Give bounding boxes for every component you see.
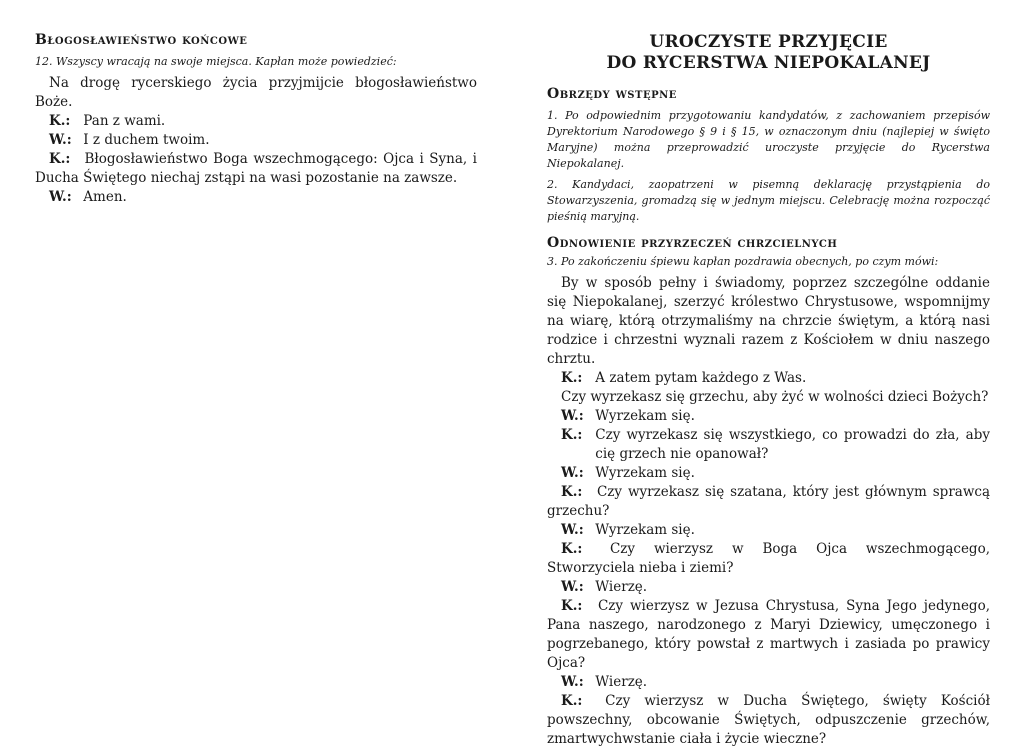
dialog-line [547, 407, 990, 426]
speaker: W.: [561, 579, 584, 595]
section-heading-final-blessing: Błogosławieństwo końcowe [35, 32, 248, 48]
dialog-text: Amen. [83, 189, 127, 205]
dialog-line [547, 597, 990, 673]
speaker: W.: [561, 408, 584, 424]
dialog-text: Czy wierzysz w Jezusa Chrystusa, Syna Jego jedynego, Pana naszego, narodzonego z Maryi Dziewicy, umęczonego i pogrzebanego, który powstał z martwych i zasiada po prawicy Ojca? [547, 598, 990, 671]
speaker: W.: [49, 132, 72, 148]
right-page [547, 0, 990, 747]
rubric-2: 2. Kandydaci, zaopatrzeni w pisemną deklarację przystąpienia do Stowarzyszenia, gromadzą się w jednym miejscu. Celebrację można rozpocząć pieśnią maryjną. [547, 178, 990, 223]
dialog-line [35, 131, 477, 150]
dialog-line [547, 388, 990, 407]
left-page [35, 0, 477, 725]
dialog-text: Wyrzekam się. [595, 522, 695, 538]
rubric-1: 1. Po odpowiednim przygotowaniu kandydatów, z zachowaniem przepisów Dyrektorium Narodowego § 9 i § 15, w oznaczonym dniu (najlepiej w święto Maryjne) można przeprowadzić uroczyste przyjęcie do Rycerstwa Niepokalanej. [547, 109, 990, 170]
dialog-line [547, 578, 990, 597]
section-heading-introductory-rites: Obrzędy wstępne [547, 86, 677, 102]
speaker: W.: [561, 674, 584, 690]
speaker: W.: [561, 522, 584, 538]
speaker: K.: [49, 113, 71, 129]
speaker: K.: [561, 598, 583, 614]
dialog-text: Błogosławieństwo Boga wszechmogącego: Ojca i Syna, i Ducha Świętego niechaj zstąpi na wasi pozostanie na zawsze. [35, 151, 477, 186]
dialog-line [35, 188, 477, 207]
baptismal-intro: By w sposób pełny i świadomy, poprzez szczególne oddanie się Niepokalanej, szerzyć królestwo Chrystusowe, wspomnijmy na wiarę, którą otrzymaliśmy na chrzcie świętym, a którą nasi rodzice i chrzestni wyznali razem z Kościołem w dniu naszego chrztu. [547, 275, 990, 367]
dialog-line [547, 369, 990, 388]
dialog-text: Czy wyrzekasz się szatana, który jest głównym sprawcą grzechu? [547, 484, 990, 519]
dialog-text: Wyrzekam się. [595, 408, 695, 424]
dialog-line [547, 521, 990, 540]
speaker: K.: [561, 370, 583, 386]
dialog-text: Wierzę. [595, 674, 648, 690]
speaker: K.: [49, 151, 71, 167]
dialog-line [547, 483, 990, 521]
dialog [35, 112, 477, 207]
section-heading-baptismal-promises: Odnowienie przyrzeczeń chrzcielnych [547, 235, 838, 251]
dialog-line [547, 540, 990, 578]
dialog-text: Czy wyrzekasz się wszystkiego, co prowadzi do zła, aby cię grzech nie opanował? [595, 427, 990, 462]
baptismal-dialog [547, 369, 990, 749]
dialog-line [547, 692, 990, 749]
dialog-line [35, 150, 477, 188]
rubric-3: 3. Po zakończeniu śpiewu kapłan pozdrawia obecnych, po czym mówi: [547, 255, 939, 268]
dialog-text: Wierzę. [595, 579, 648, 595]
dialog-line [35, 112, 477, 131]
speaker: K.: [561, 693, 583, 709]
blessing-intro: Na drogę rycerskiego życia przyjmijcie błogosławieństwo Boże. [35, 75, 477, 110]
page-title-line-2: DO RYCERSTWA NIEPOKALANEJ [606, 53, 931, 73]
dialog-line [547, 464, 990, 483]
dialog-text: I z duchem twoim. [83, 132, 210, 148]
dialog-text: Czy wierzysz w Boga Ojca wszechmogącego, Stworzyciela nieba i ziemi? [547, 541, 990, 576]
page-title-line-1: UROCZYSTE PRZYJĘCIE [649, 32, 888, 52]
speaker: W.: [49, 189, 72, 205]
speaker: K.: [561, 484, 583, 500]
dialog-line [547, 673, 990, 692]
dialog-text: A zatem pytam każdego z Was. [595, 370, 807, 386]
speaker: K.: [561, 427, 583, 443]
dialog-text: Pan z wami. [83, 113, 166, 129]
speaker: W.: [561, 465, 584, 481]
dialog-line [547, 426, 990, 464]
dialog-text: Czy wierzysz w Ducha Świętego, święty Kościół powszechny, obcowanie Świętych, odpuszczenie grzechów, zmartwychwstanie ciała i życie wieczne? [547, 693, 990, 747]
dialog-text: Czy wyrzekasz się grzechu, aby żyć w wolności dzieci Bożych? [561, 389, 989, 405]
speaker: K.: [561, 541, 583, 557]
rubric: 12. Wszyscy wracają na swoje miejsca. Kapłan może powiedzieć: [35, 55, 397, 68]
dialog-text: Wyrzekam się. [595, 465, 695, 481]
